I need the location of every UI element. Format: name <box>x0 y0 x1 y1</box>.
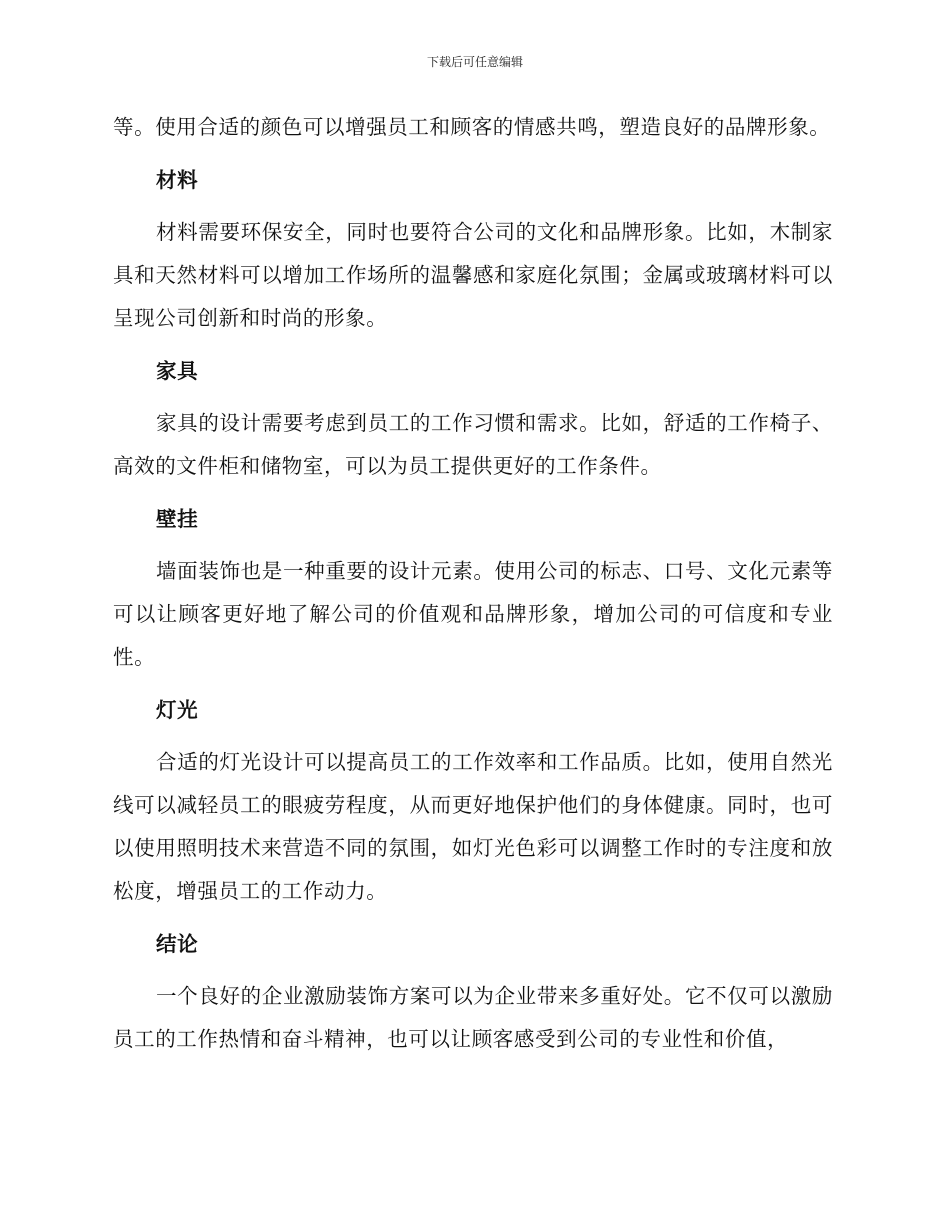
document-body <box>113 106 833 1061</box>
paragraph-conclusion: 一个良好的企业激励装饰方案可以为企业带来多重好处。它不仅可以激励员工的工作热情和奋斗精神，也可以让顾客感受到公司的专业性和价值， <box>113 984 833 1051</box>
paragraph-wall-decor: 墙面装饰也是一种重要的设计元素。使用公司的标志、口号、文化元素等可以让顾客更好地了解公司的价值观和品牌形象，增加公司的可信度和专业性。 <box>113 559 833 669</box>
heading-conclusion: 结论 <box>156 932 199 956</box>
heading-materials: 材料 <box>156 168 199 192</box>
paragraph-lighting: 合适的灯光设计可以提高员工的工作效率和工作品质。比如，使用自然光线可以减轻员工的眼疲劳程度，从而更好地保护他们的身体健康。同时，也可以使用照明技术来营造不同的氛围，如灯光色彩可以调整工作时的专注度和放松度，增强员工的工作动力。 <box>113 750 833 903</box>
paragraph-colors-continued: 等。使用合适的颜色可以增强员工和顾客的情感共鸣，塑造良好的品牌形象。 <box>113 115 831 139</box>
heading-wall-decor: 壁挂 <box>156 507 199 531</box>
page-header: 下载后可任意编辑 <box>426 55 523 69</box>
paragraph-materials: 材料需要环保安全，同时也要符合公司的文化和品牌形象。比如，木制家具和天然材料可以增加工作场所的温馨感和家庭化氛围；金属或玻璃材料可以呈现公司创新和时尚的形象。 <box>113 220 833 330</box>
heading-furniture: 家具 <box>156 359 199 383</box>
heading-lighting: 灯光 <box>156 698 199 722</box>
paragraph-furniture: 家具的设计需要考虑到员工的工作习惯和需求。比如，舒适的工作椅子、高效的文件柜和储物室，可以为员工提供更好的工作条件。 <box>113 411 833 478</box>
